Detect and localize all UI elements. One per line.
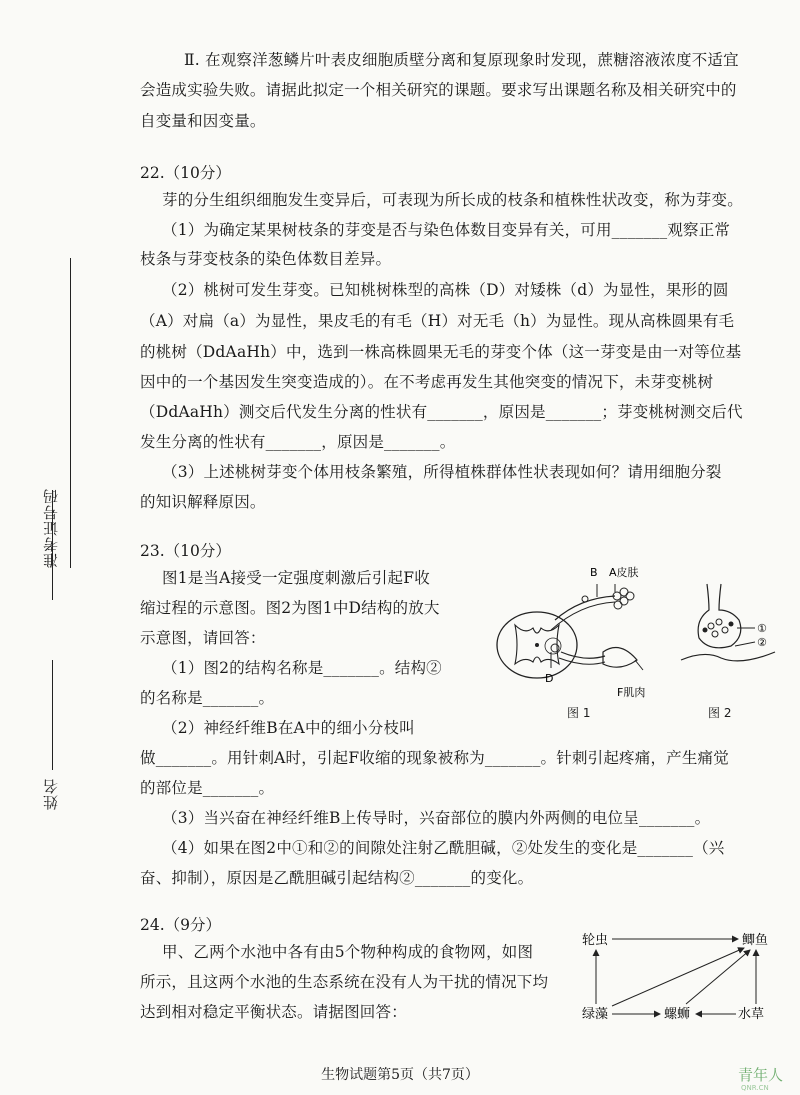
label-f-muscle: F肌肉: [617, 686, 646, 699]
q22-line: 因中的一个基因发生突变造成的）。在不考虑再发生其他突变的情况下，未芽变桃树: [140, 373, 714, 391]
interneuron-body: [551, 644, 559, 652]
page-footer: 生物试题第5页（共7页）: [321, 1067, 479, 1083]
label-a-skin: A皮肤: [609, 566, 639, 579]
q22-line: （DdAaHh）测交后代发生分离的性状有_______，原因是_______；芽变桃树测交后代: [140, 403, 743, 421]
q22-line: （1）为确定某果树枝条的芽变是否与染色体数目变异有关，可用_______观察正常: [162, 221, 731, 239]
q23-header: 23.（10分）: [140, 542, 231, 560]
ganglion: [582, 596, 588, 602]
label-d: D: [545, 672, 554, 685]
postsynaptic-membrane: [681, 652, 775, 661]
q23-line: 示意图，请回答：: [140, 629, 266, 647]
q23-line: 图1是当A接受一定强度刺激后引起F收: [162, 569, 430, 587]
q21-line-2: 会造成实验失败。请据此拟定一个相关研究的课题。要求写出课题名称及相关研究中的: [140, 81, 737, 99]
binding-line-top: [70, 258, 71, 568]
q23-line: 做_______。用针刺A时，引起F收缩的现象被称为_______。针刺引起疼痛，产生痛觉: [140, 749, 729, 767]
figure-1-reflex-arc: [485, 560, 665, 720]
q23-line: 的名称是_______。: [140, 689, 275, 707]
motor-fiber: [561, 652, 605, 658]
presynaptic-axon: [698, 584, 741, 648]
q21-line-1: Ⅱ. 在观察洋葱鳞片叶表皮细胞质壁分离和复原现象时发现，蔗糖溶液浓度不适宜: [184, 51, 739, 69]
node-fish: 鲫鱼: [742, 933, 769, 948]
q23-line: （3）当兴奋在神经纤维B上传导时，兴奋部位的膜内外两侧的电位呈_______。: [162, 809, 711, 827]
q24-line: 所示，且这两个水池的生态系统在没有人为干扰的情况下均: [140, 973, 549, 991]
name-label: 姓名: [42, 778, 60, 810]
figure-2-caption: 图 2: [708, 706, 732, 720]
q22-header: 22.（10分）: [140, 164, 231, 182]
q22-line: 的桃树（DdAaHh）中，选到一株高株圆果无毛的芽变个体（这一芽变是由一对等位基: [140, 343, 742, 361]
node-rotifer: 轮虫: [582, 933, 609, 948]
skin-receptor-a: [613, 588, 634, 609]
q22-line: 枝条与芽变枝条的染色体数目差异。: [140, 250, 392, 268]
q23-line: （1）图2的结构名称是_______。结构②: [162, 659, 442, 677]
q22-line: （3）上述桃树芽变个体用枝条繁殖，所得植株群体性状表现如何？请用细胞分裂: [162, 463, 722, 481]
q23-line: （2）神经纤维B在A中的细小分枝叫: [162, 719, 415, 737]
motor-fiber-inner: [559, 658, 605, 664]
q24-line: 达到相对稳定平衡状态。请据图回答：: [140, 1003, 407, 1021]
central-canal: [535, 643, 539, 647]
label-circle-1: ①: [757, 622, 767, 635]
q22-line: 发生分离的性状有_______，原因是_______。: [140, 433, 456, 451]
muscle-tendon: [635, 660, 643, 670]
label-b: B: [590, 566, 598, 579]
figure-2-synapse: [675, 580, 785, 690]
q23-line: 缩过程的示意图。图2为图1中D结构的放大: [140, 599, 440, 617]
node-algae: 绿藻: [582, 1007, 609, 1022]
figure-1-caption: 图 1: [567, 706, 591, 720]
exam-id-line: [52, 490, 53, 600]
synaptic-vesicles: [703, 619, 734, 637]
q23-line: 的部位是_______。: [140, 779, 275, 797]
q24-line: 甲、乙两个水池中各有由5个物种构成的食物网，如图: [162, 943, 534, 961]
q23-line: （4）如果在图2中①和②的间隙处注射乙酰胆碱，②处发生的变化是_______（兴: [162, 839, 725, 857]
q24-header: 24.（9分）: [140, 916, 222, 934]
muscle-f: [603, 648, 637, 668]
q22-line: 的知识解释原因。: [140, 493, 266, 511]
arrow-algae-fish: [612, 948, 744, 1006]
q22-line: （2）桃树可发生芽变。已知桃树株型的高株（D）对矮株（d）为显性，果形的圆: [162, 281, 729, 299]
name-line: [52, 660, 53, 770]
food-web-diagram: [580, 930, 780, 1030]
nerve-fiber-b: [555, 596, 615, 620]
node-snail: 螺蛳: [664, 1007, 691, 1022]
node-weed: 水草: [738, 1007, 765, 1022]
watermark-domain: QNR.CN: [741, 1084, 769, 1092]
q22-line: 芽的分生组织细胞发生变异后，可表现为所长成的枝条和植株性状改变，称为芽变。: [162, 191, 743, 209]
label-circle-2: ②: [757, 636, 767, 649]
q22-line: （A）对扁（a）为显性，果皮毛的有毛（H）对无毛（h）为显性。现从高株圆果有毛: [140, 312, 735, 330]
pointer-2: [735, 642, 755, 646]
exam-id-label: 准考证号码: [42, 488, 60, 568]
q23-line: 奋、抑制），原因是乙酰胆碱引起结构②_______的变化。: [140, 869, 534, 887]
watermark-logo: 青年人: [738, 1066, 784, 1084]
arrow-snail-fish: [686, 950, 750, 1004]
q21-line-3: 自变量和因变量。: [140, 112, 266, 130]
